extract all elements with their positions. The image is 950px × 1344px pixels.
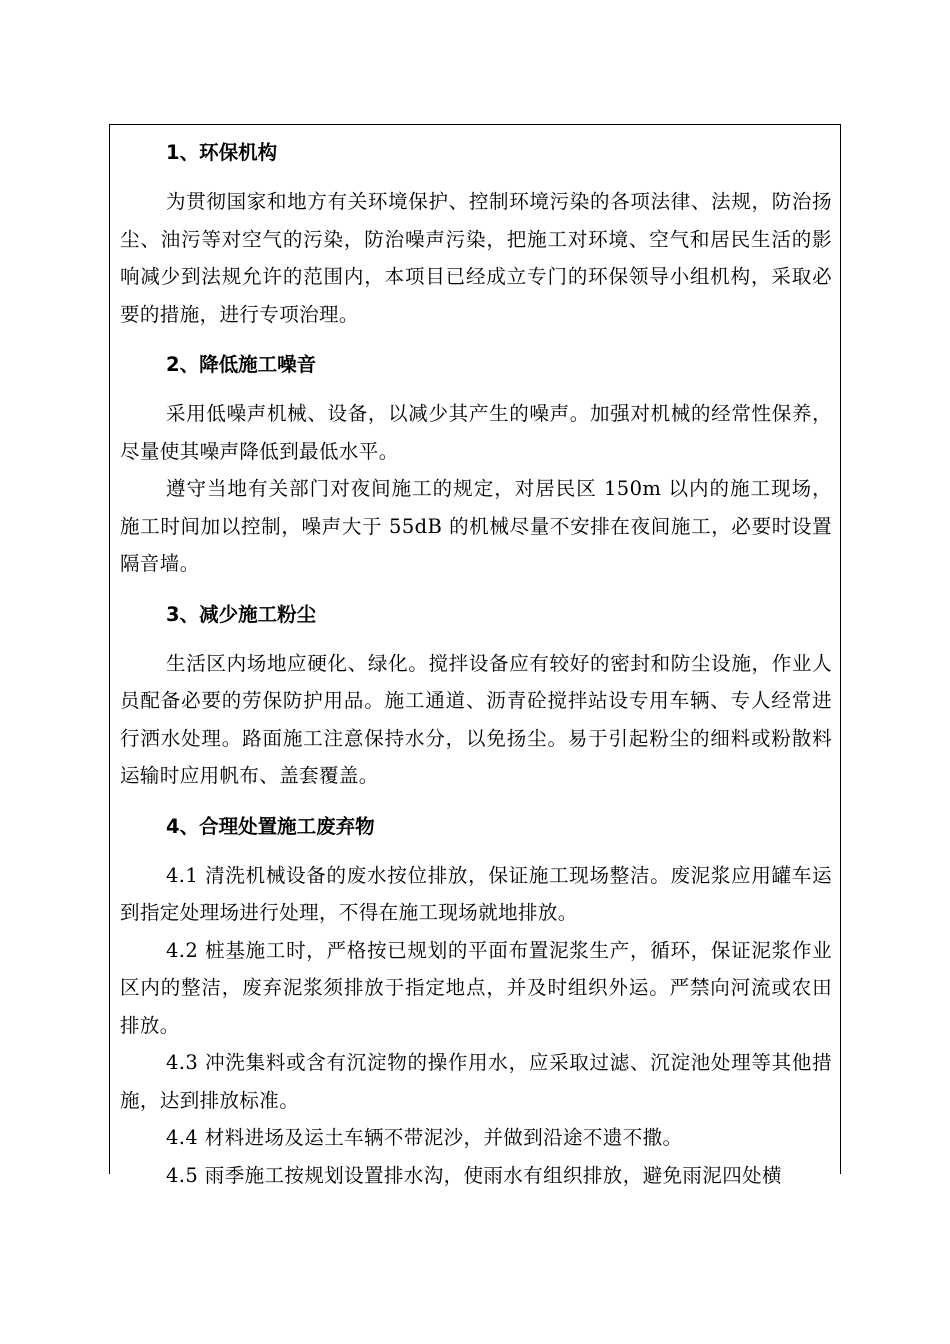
section-4-paragraph-3: 4.3 冲洗集料或含有沉淀物的操作用水，应采取过滤、沉淀池处理等其他措施，达到排放标准。 <box>120 1051 832 1112</box>
document-table-cell <box>109 124 841 1187</box>
section-heading-2: 2、降低施工噪音 <box>166 353 317 376</box>
section-heading-3: 3、减少施工粉尘 <box>166 602 317 626</box>
section-heading-1: 1、环保机构 <box>166 141 278 164</box>
document-content <box>120 135 832 1194</box>
section-1-paragraph-1: 为贯彻国家和地方有关环境保护、控制环境污染的各项法律、法规，防治扬尘、油污等对空气的污染，防治噪声污染，把施工对环境、空气和居民生活的影响减少到法规允许的范围内，本项目已经成立专门的环保领导小组机构，采取必要的措施，进行专项治理。 <box>120 190 832 326</box>
section-heading-4: 4、合理处置施工废弃物 <box>166 814 375 838</box>
section-2-paragraph-1: 采用低噪声机械、设备，以减少其产生的噪声。加强对机械的经常性保养，尽量使其噪声降低到最低水平。 <box>120 402 832 463</box>
section-4-paragraph-5: 4.5 雨季施工按规划设置排水沟，使雨水有组织排放，避免雨泥四处横 <box>166 1163 782 1187</box>
section-3-paragraph-1: 生活区内场地应硬化、绿化。搅拌设备应有较好的密封和防尘设施，作业人员配备必要的劳保防护用品。施工通道、沥青砼搅拌站设专用车辆、专人经常进行洒水处理。路面施工注意保持水分，以免扬尘。易于引起粉尘的细料或粉散料运输时应用帆布、盖套覆盖。 <box>120 651 832 787</box>
section-4-paragraph-2: 4.2 桩基施工时，严格按已规划的平面布置泥浆生产，循环，保证泥浆作业区内的整洁，废弃泥浆须排放于指定地点，并及时组织外运。严禁向河流或农田排放。 <box>120 938 832 1037</box>
section-4-paragraph-1: 4.1 清洗机械设备的废水按位排放，保证施工现场整洁。废泥浆应用罐车运到指定处理场进行处理，不得在施工现场就地排放。 <box>120 863 832 924</box>
section-2-paragraph-2: 遵守当地有关部门对夜间施工的规定，对居民区 150m 以内的施工现场，施工时间加以控制，噪声大于 55dB 的机械尽量不安排在夜间施工，必要时设置隔音墙。 <box>120 477 832 575</box>
section-4-paragraph-4: 4.4 材料进场及运土车辆不带泥沙，并做到沿途不遗不撒。 <box>166 1126 683 1149</box>
